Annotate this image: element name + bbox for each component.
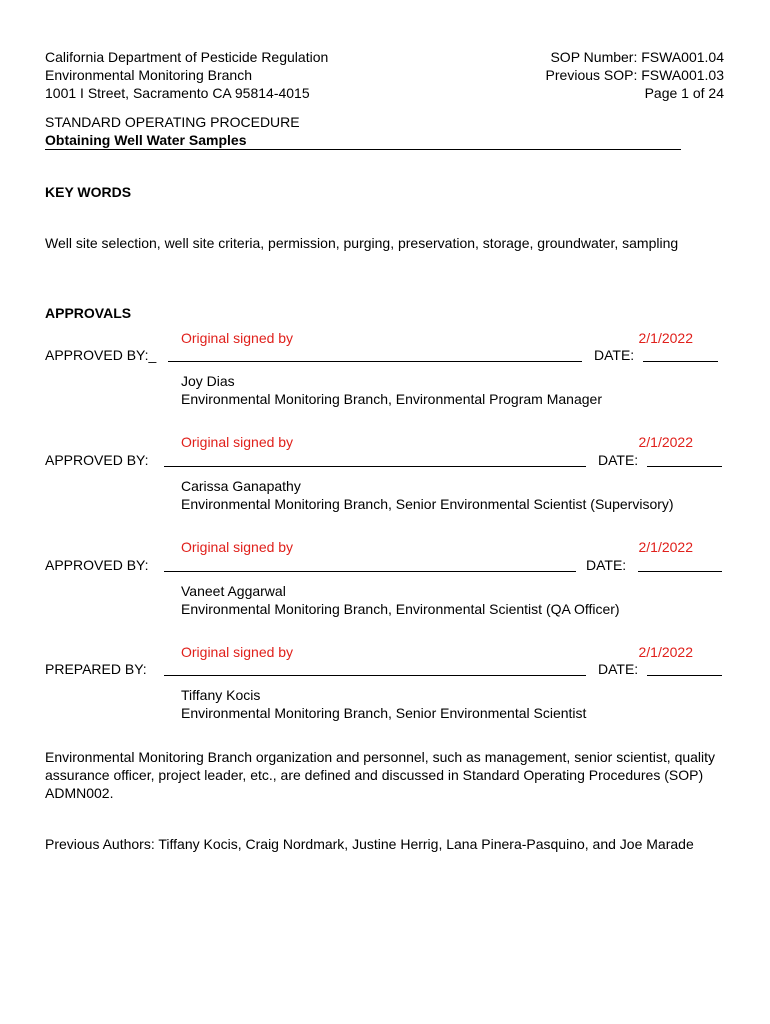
- approver-3: [181, 582, 620, 618]
- approver-2: [181, 477, 674, 513]
- doc-type: STANDARD OPERATING PROCEDURE: [45, 114, 300, 130]
- signed-note-4: Original signed by: [181, 644, 294, 660]
- approver-title-4: Environmental Monitoring Branch, Senior Environmental Scientist: [181, 705, 587, 721]
- date-blank-4: [647, 675, 722, 676]
- signed-note-3: Original signed by: [181, 539, 294, 555]
- approver-name-4: Tiffany Kocis: [181, 687, 261, 703]
- signature-line-3: [164, 571, 576, 572]
- approval-label-2: APPROVED BY:: [45, 452, 149, 468]
- keywords-text: Well site selection, well site criteria, permission, purging, preservation, storage, groundwater, sampling: [45, 235, 679, 251]
- sop-number: SOP Number: FSWA001.04: [550, 49, 724, 65]
- signed-date-4: 2/1/2022: [638, 644, 693, 660]
- org-paragraph: Environmental Monitoring Branch organization and personnel, such as management, senior scientist, quality assurance officer, project leader, etc., are defined and discussed in Standard Operating Procedures (SOP) ADMN002.: [45, 749, 716, 801]
- agency-name: California Department of Pesticide Regulation: [45, 49, 329, 65]
- date-blank-3: [638, 571, 722, 572]
- approval-label-1: APPROVED BY:_: [45, 347, 157, 363]
- approval-label-3: APPROVED BY:: [45, 557, 149, 573]
- date-label-2: DATE:: [598, 452, 639, 468]
- signature-line-1: [168, 361, 582, 362]
- signed-note-2: Original signed by: [181, 434, 294, 450]
- keywords-heading: KEY WORDS: [45, 184, 132, 200]
- signed-date-2: 2/1/2022: [638, 434, 693, 450]
- signature-line-2: [164, 466, 586, 467]
- approver-name-3: Vaneet Aggarwal: [181, 583, 286, 599]
- page-number: Page 1 of 24: [644, 85, 724, 101]
- agency-address: 1001 I Street, Sacramento CA 95814-4015: [45, 85, 310, 101]
- date-label-4: DATE:: [598, 661, 639, 677]
- signed-note-1: Original signed by: [181, 330, 294, 346]
- approvals-heading: APPROVALS: [45, 305, 132, 321]
- previous-sop: Previous SOP: FSWA001.03: [545, 67, 724, 83]
- header-left: [45, 48, 328, 102]
- approver-name-1: Joy Dias: [181, 373, 235, 389]
- approver-title-1: Environmental Monitoring Branch, Environmental Program Manager: [181, 391, 602, 407]
- date-blank-2: [647, 466, 722, 467]
- date-blank-1: [643, 361, 718, 362]
- date-label-3: DATE:: [586, 557, 627, 573]
- approval-label-4: PREPARED BY:: [45, 661, 147, 677]
- branch-name: Environmental Monitoring Branch: [45, 67, 252, 83]
- signed-date-3: 2/1/2022: [638, 539, 693, 555]
- approver-title-3: Environmental Monitoring Branch, Environmental Scientist (QA Officer): [181, 601, 620, 617]
- approver-1: [181, 372, 602, 408]
- doc-title: Obtaining Well Water Samples: [45, 131, 681, 150]
- approver-4: [181, 686, 586, 722]
- approver-name-2: Carissa Ganapathy: [181, 478, 301, 494]
- header-right: [546, 48, 724, 102]
- title-block: [45, 113, 681, 150]
- date-label-1: DATE:: [594, 347, 635, 363]
- signed-date-1: 2/1/2022: [638, 330, 693, 346]
- approver-title-2: Environmental Monitoring Branch, Senior Environmental Scientist (Supervisory): [181, 496, 674, 512]
- previous-authors: Previous Authors: Tiffany Kocis, Craig Nordmark, Justine Herrig, Lana Pinera-Pasquino, and Joe Marade: [45, 836, 694, 852]
- signature-line-4: [164, 675, 586, 676]
